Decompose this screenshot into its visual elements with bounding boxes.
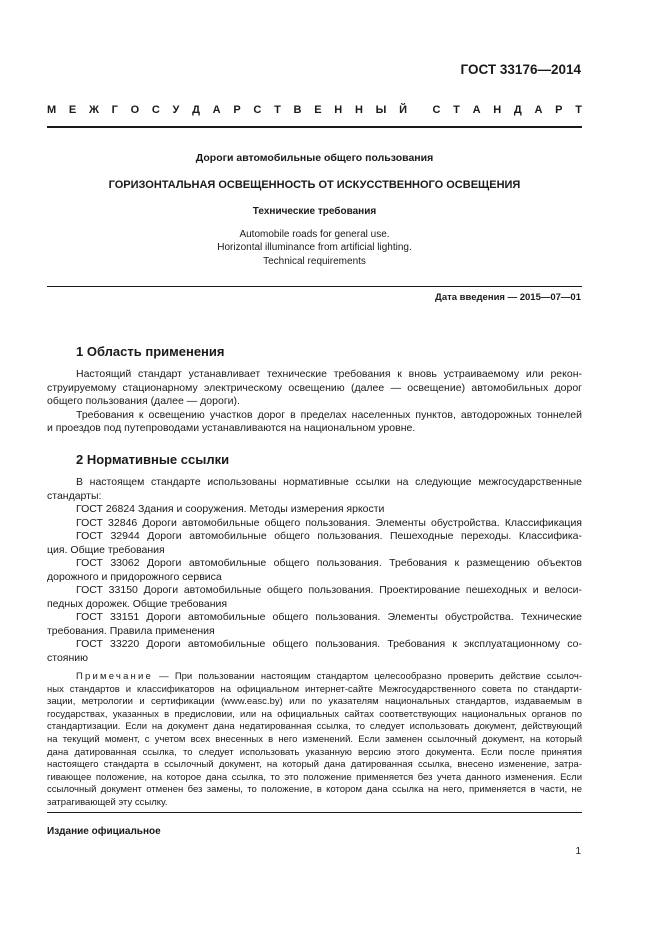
banner-letter: О: [130, 104, 140, 116]
banner-letter: Й: [399, 104, 408, 116]
reference-line: требования. Правила применения: [47, 624, 215, 637]
reference-line: ГОСТ 33220 Дороги автомобильные общего пользования. Требования к эксплуатационному со-: [76, 638, 582, 650]
banner-letter: А: [472, 104, 481, 116]
paragraph-line: стандарты:: [47, 489, 102, 502]
banner-letter: У: [172, 104, 180, 116]
paragraph-line: и проездов под путепроводами устанавливаются на национальном уровне.: [47, 422, 416, 434]
paragraph-line: струируемому стационарному электрическому освещению (далее — освещение) автомобильных дорог: [47, 381, 582, 394]
date-introduction: Дата введения — 2015—07—01: [435, 292, 581, 303]
paragraph-line: Настоящий стандарт устанавливает технические требования к вновь устраиваемому или рекон-: [76, 368, 582, 380]
paragraph-line: общего пользования (далее — дороги).: [47, 395, 240, 407]
section-1-body: [47, 368, 582, 436]
banner-letter: Т: [274, 104, 281, 116]
reference-line: дорожного и придорожного сервиса: [47, 570, 222, 583]
banner-letter: Е: [314, 104, 322, 116]
banner-letter: А: [212, 104, 221, 116]
note-line: гивающее положение, на которое дана ссылка, то это положение применяется без учета данного изменения. Если: [47, 771, 582, 783]
banner-letter: М: [47, 104, 57, 116]
note-line: стандартизации. Если на документ дана недатированная ссылка, то следует использовать документ, действующий: [47, 721, 582, 733]
title-line-2: ГОРИЗОНТАЛЬНАЯ ОСВЕЩЕННОСТЬ ОТ ИСКУССТВЕННОГО ОСВЕЩЕНИЯ: [108, 179, 521, 191]
banner-letter: Т: [575, 104, 582, 116]
section-2-body: [47, 476, 582, 665]
page-number: 1: [575, 846, 581, 857]
title-english-2: Horizontal illuminance from artificial lighting.: [217, 242, 412, 253]
footer-divider: [47, 812, 582, 813]
note-block: [47, 671, 582, 810]
note-first-line: [47, 671, 582, 684]
banner-letter: Н: [354, 104, 363, 116]
banner-letter: Ы: [375, 104, 387, 116]
banner-letter: Ж: [88, 104, 99, 116]
note-line: настоящего стандарта в ссылочный документ, на который дана датированная ссылка, внесено изменение, затра-: [47, 759, 582, 771]
section-1-heading: 1 Область применения: [76, 344, 225, 359]
standard-banner: [47, 104, 582, 116]
banner-letter: Т: [453, 104, 460, 116]
paragraph-line: В настоящем стандарте использованы нормативные ссылки на следующие межгосударственные: [76, 476, 582, 488]
banner-letter: В: [293, 104, 302, 116]
note-line: дана датированная ссылка, то следует использовать указанную версию этого документа. Если после принятия: [47, 746, 582, 758]
banner-letter: Г: [111, 104, 118, 116]
reference-line: ГОСТ 33062 Дороги автомобильные общего пользования. Требования к размещению объектов: [76, 557, 582, 569]
doc-code: ГОСТ 33176—2014: [460, 62, 581, 77]
title-line-1: Дороги автомобильные общего пользования: [195, 152, 434, 164]
banner-letter: Н: [493, 104, 502, 116]
note-line: ссылочный документ отменен без замены, то положение, в котором дана ссылка на него, применяется в части, не: [47, 784, 582, 796]
title-line-3: Технические требования: [252, 206, 377, 217]
reference-line: ГОСТ 26824 Здания и сооружения. Методы измерения яркости: [76, 503, 385, 515]
reference-line: педных дорожек. Общие требования: [47, 597, 228, 610]
banner-letter: Р: [555, 104, 563, 116]
date-divider: [47, 286, 582, 287]
top-divider: [47, 126, 582, 128]
title-english-3: Technical requirements: [263, 256, 366, 267]
banner-letter: С: [432, 104, 441, 116]
banner-letter: А: [534, 104, 543, 116]
reference-line: ГОСТ 33150 Дороги автомобильные общего пользования. Проектирование пешеходных и велоси-: [76, 584, 582, 596]
banner-letter: Р: [233, 104, 241, 116]
note-line: зации, метрологии и сертификации (www.easc.by) или по указателям национальных стандартов, издаваемым в: [47, 696, 582, 708]
note-line: на текущий момент, с учетом всех внесенных в него изменений. Если заменен ссылочный документ, на который: [47, 733, 582, 745]
official-edition: Издание официальное: [47, 826, 161, 837]
note-line: ных стандартов и классификаторов на официальном интернет-сайте Межгосударственного совета по стандарти-: [47, 683, 582, 695]
banner-letter: Е: [68, 104, 77, 116]
banner-letter: Д: [192, 104, 200, 116]
note-text: — При пользовании настоящим стандартом целесообразно проверить действие ссылоч-: [153, 671, 582, 682]
section-2-heading: 2 Нормативные ссылки: [76, 452, 230, 467]
reference-line: ГОСТ 33151 Дороги автомобильные общего пользования. Элементы обустройства. Технические: [76, 611, 582, 623]
paragraph-line: Требования к освещению участков дорог в пределах населенных пунктов, автодорожных тоннелей: [76, 408, 582, 421]
reference-line: ГОСТ 32944 Дороги автомобильные общего пользования. Пешеходные переходы. Классифика-: [76, 530, 582, 542]
reference-line: стоянию: [47, 651, 89, 664]
reference-line: ГОСТ 32846 Дороги автомобильные общего пользования. Элементы обустройства. Классификация: [76, 516, 582, 529]
note-line: государствах, указанных в предисловии, или на официальных сайтах соответствующих национальных органов по: [47, 708, 582, 720]
note-line: затрагивающей эту ссылку.: [47, 796, 168, 808]
title-english-1: Automobile roads for general use.: [239, 229, 390, 240]
banner-letter: С: [253, 104, 262, 116]
note-label: Примечание: [76, 671, 153, 682]
banner-letter: Н: [334, 104, 343, 116]
banner-letter: Д: [513, 104, 522, 116]
reference-line: ция. Общие требования: [47, 543, 165, 556]
banner-letter: С: [151, 104, 160, 116]
